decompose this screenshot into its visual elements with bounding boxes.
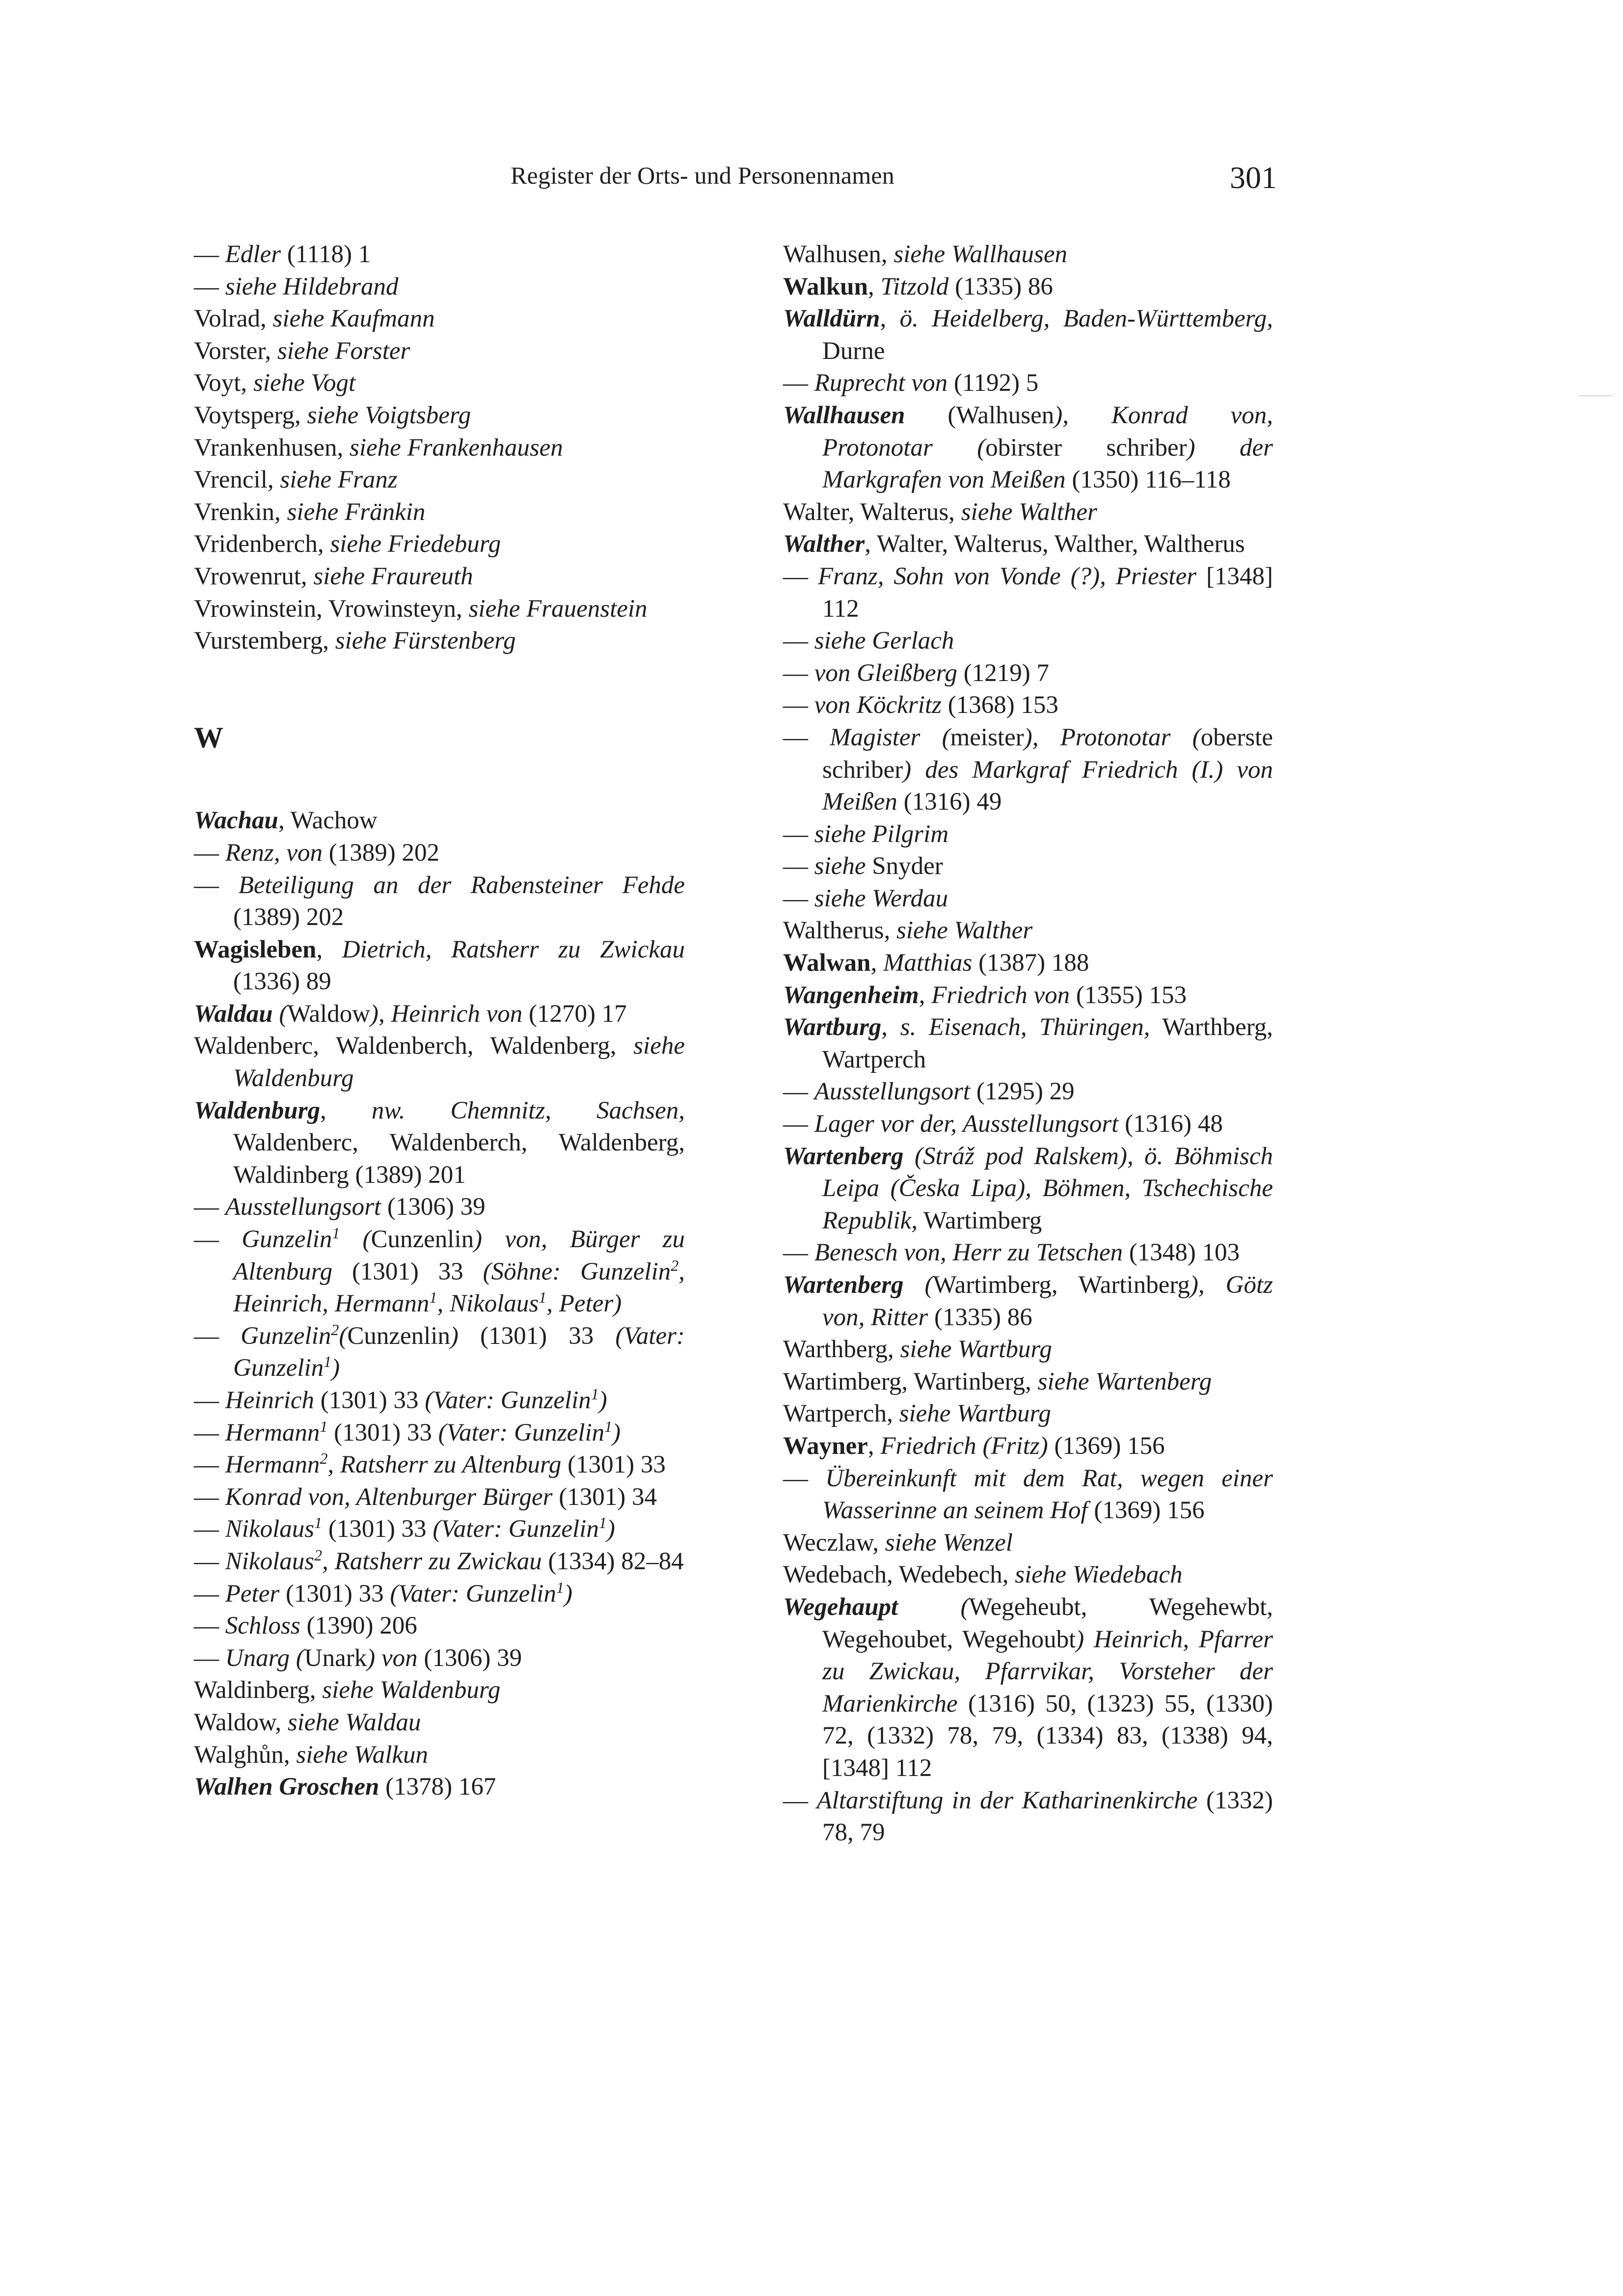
index-entry: — Ausstellungsort (1295) 29 [783, 1078, 1075, 1106]
index-entry: Walldürn, ö. Heidelberg, Baden-Württemberg, Durne [783, 305, 1273, 365]
index-entry: — Übereinkunft mit dem Rat, wegen einer Wasserinne an seinem Hof (1369) 156 [783, 1464, 1273, 1525]
index-entry: Vrowinstein, Vrowinsteyn, siehe Frauenstein [194, 595, 648, 623]
index-entry: Voyt, siehe Vogt [194, 369, 356, 397]
index-entry: — Unarg (Unark) von (1306) 39 [194, 1644, 522, 1672]
margin-mark [1578, 395, 1613, 396]
index-entry: Vurstemberg, siehe Fürstenberg [194, 627, 516, 655]
index-entry: Vorster, siehe Forster [194, 337, 410, 365]
index-entry: — Nikolaus$^1$ (1301) 33 (Vater: Gunzelin$^1$) [194, 1514, 615, 1543]
section-letter: W [194, 721, 223, 754]
index-entry: — siehe Snyder [783, 852, 943, 880]
index-entry: — Altarstiftung in der Katharinenkirche (1332) 78, 79 [783, 1786, 1273, 1847]
index-entry: — von Gleißberg (1219) 7 [783, 659, 1050, 687]
index-entry: — Ausstellungsort (1306) 39 [194, 1193, 486, 1221]
index-entry: Wegehaupt (Wegeheubt, Wegehewbt, Wegehoubet, Wegehoubt) Heinrich, Pfarrer zu Zwickau, Pfarrvikar, Vorsteher der Marienkirche (1316) 50, (1323) 55, (1330) 72, (1332) 78, 79, (1334) 83, (1338) 94, [1348] 112 [783, 1593, 1273, 1782]
index-entry: — Franz, Sohn von Vonde (?), Priester [1348] 112 [783, 562, 1273, 623]
index-entry: — siehe Hildebrand [194, 273, 399, 301]
index-entry: Walwan, Matthias (1387) 188 [783, 949, 1089, 977]
index-entry: — Ruprecht von (1192) 5 [783, 369, 1039, 397]
right-column [783, 239, 1273, 1849]
index-entry: Weczlaw, siehe Wenzel [783, 1529, 1013, 1557]
index-entry: — Renz, von (1389) 202 [194, 839, 439, 867]
index-entry: Vrankenhusen, siehe Frankenhausen [194, 434, 563, 462]
index-entry: Wagisleben, Dietrich, Ratsherr zu Zwickau (1336) 89 [194, 935, 685, 996]
index-entry: Waldau (Waldow), Heinrich von (1270) 17 [194, 1000, 627, 1028]
index-entry: Wallhausen (Walhusen), Konrad von, Protonotar (obirster schriber) der Markgrafen von Meißen (1350) 116–118 [783, 401, 1273, 494]
index-entry: Wartimberg, Wartinberg, siehe Wartenberg [783, 1367, 1212, 1395]
index-entry: Wedebach, Wedebech, siehe Wiedebach [783, 1561, 1183, 1589]
index-entry: Walghůn, siehe Walkun [194, 1741, 429, 1769]
index-entry: — Gunzelin$^1$ (Cunzenlin) von, Bürger zu Altenburg (1301) 33 (Söhne: Gunzelin$^2$, Heinrich, Hermann$^1$, Nikolaus$^1$, Peter) [194, 1224, 685, 1318]
index-entry: — siehe Werdau [783, 884, 948, 912]
index-entry: — Nikolaus$^2$, Ratsherr zu Zwickau (1334) 82–84 [194, 1546, 684, 1575]
index-entry: Vrenkin, siehe Fränkin [194, 498, 426, 526]
index-entry: Wartenberg (Wartimberg, Wartinberg), Götz von, Ritter (1335) 86 [783, 1271, 1273, 1331]
index-entry: Wangenheim, Friedrich von (1355) 153 [783, 981, 1187, 1009]
index-entry: — Schloss (1390) 206 [194, 1612, 417, 1640]
index-entry: Waltherus, siehe Walther [783, 917, 1033, 945]
index-entry: Wachau, Wachow [194, 807, 378, 835]
index-entry: Walther, Walter, Walterus, Walther, Waltherus [783, 530, 1245, 558]
index-entry: Wartenberg (Stráž pod Ralskem), ö. Böhmisch Leipa (Česka Lipa), Böhmen, Tschechische Republik, Wartimberg [783, 1142, 1273, 1234]
index-entry: — Heinrich (1301) 33 (Vater: Gunzelin$^1$) [194, 1385, 607, 1414]
index-entry: — Beteiligung an der Rabensteiner Fehde (1389) 202 [194, 871, 685, 931]
index-entry: — Peter (1301) 33 (Vater: Gunzelin$^1$) [194, 1578, 572, 1608]
page-number: 301 [1230, 160, 1277, 195]
index-entry: Volrad, siehe Kaufmann [194, 305, 435, 333]
index-entry: Vrowenrut, siehe Fraureuth [194, 562, 473, 590]
index-entry: — siehe Pilgrim [783, 820, 949, 848]
index-entry: Walkun, Titzold (1335) 86 [783, 273, 1053, 301]
index-entry: Vridenberch, siehe Friedeburg [194, 530, 501, 558]
index-entry: Walter, Walterus, siehe Walther [783, 498, 1097, 526]
running-header: Register der Orts- und Personennamen [511, 162, 895, 189]
index-entry: Waldinberg, siehe Waldenburg [194, 1676, 501, 1704]
index-entry: Waldenburg, nw. Chemnitz, Sachsen, Waldenberc, Waldenberch, Waldenberg, Waldinberg (1389) 201 [194, 1096, 685, 1189]
index-entry: Wayner, Friedrich (Fritz) (1369) 156 [783, 1432, 1165, 1460]
index-entry: Waldenberc, Waldenberch, Waldenberg, siehe Waldenburg [194, 1032, 685, 1093]
index-entry: Warthberg, siehe Wartburg [783, 1336, 1052, 1364]
left-column [194, 239, 685, 1804]
index-entry: Vrencil, siehe Franz [194, 466, 398, 494]
index-entry: — Lager vor der, Ausstellungsort (1316) 48 [783, 1110, 1223, 1138]
index-entry: Wartperch, siehe Wartburg [783, 1400, 1051, 1428]
index-entry: — Gunzelin$^2$(Cunzenlin) (1301) 33 (Vater: Gunzelin$^1$) [194, 1320, 685, 1382]
index-entry: — Magister (meister), Protonotar (oberste schriber) des Markgraf Friedrich (I.) von Meißen (1316) 49 [783, 723, 1273, 816]
index-entry: Voytsperg, siehe Voigtsberg [194, 401, 471, 429]
index-entry: — Benesch von, Herr zu Tetschen (1348) 103 [783, 1239, 1240, 1267]
index-entry: — Hermann$^2$, Ratsherr zu Altenburg (1301) 33 [194, 1449, 666, 1479]
index-entry: — Hermann$^1$ (1301) 33 (Vater: Gunzelin$^1$) [194, 1417, 621, 1447]
index-entry: — Konrad von, Altenburger Bürger (1301) 34 [194, 1483, 657, 1511]
index-entry: Wartburg, s. Eisenach, Thüringen, Warthberg, Wartperch [783, 1013, 1273, 1073]
index-entry: — Edler (1118) 1 [194, 241, 371, 268]
index-entry: — siehe Gerlach [783, 627, 954, 655]
index-entry: Walhen Groschen (1378) 167 [194, 1773, 496, 1801]
index-entry: Waldow, siehe Waldau [194, 1708, 421, 1736]
index-entry: Walhusen, siehe Wallhausen [783, 241, 1068, 268]
index-entry: — von Köckritz (1368) 153 [783, 691, 1058, 719]
